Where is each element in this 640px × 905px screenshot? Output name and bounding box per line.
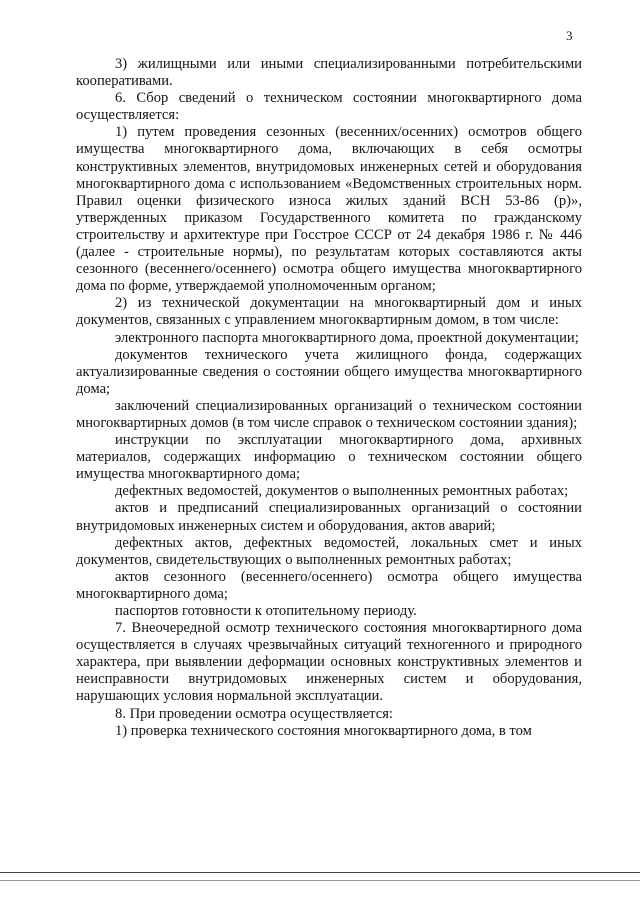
paragraph: 6. Сбор сведений о техническом состоянии многоквартирного дома осуществляется: [76,90,582,124]
paragraph: дефектных актов, дефектных ведомостей, локальных смет и иных документов, свидетельствующих о выполненных ремонтных работах; [76,534,582,568]
paragraph: инструкции по эксплуатации многоквартирного дома, архивных материалов, содержащих информацию о техническом состоянии общего имущества многоквартирного дома; [76,432,582,483]
paragraph: дефектных ведомостей, документов о выполненных ремонтных работах; [115,483,569,500]
scan-edge-line [0,872,640,873]
paragraph: актов и предписаний специализированных организаций о состоянии внутридомовых инженерных систем и оборудования, актов аварий; [76,500,582,534]
paragraph: 3) жилищными или иными специализированными потребительскими кооперативами. [76,56,582,90]
page-number: 3 [566,28,573,43]
paragraph: электронного паспорта многоквартирного дома, проектной документации; [115,329,579,346]
paragraph: документов технического учета жилищного фонда, содержащих актуализированные сведения о состоянии общего имущества многоквартирного дома; [76,346,582,397]
paragraph: 2) из технической документации на многоквартирный дом и иных документов, связанных с управлением многоквартирным домом, в том числе: [76,295,582,329]
paragraph: заключений специализированных организаций о техническом состоянии многоквартирных домов (в том числе справок о техническом состоянии здания); [76,397,582,431]
paragraph: 1) путем проведения сезонных (весенних/осенних) осмотров общего имущества многоквартирного дома, включающих в себя осмотры конструктивных элементов, внутридомовых инженерных сетей и оборудования многоквартирного дома с использованием «Ведомственных строительных норм. Правил оценки физического износа жилых зданий ВСН 53-86 (р)», утвержденных приказом Государственного комитета по гражданскому строительству и архитектуре при Госстрое СССР от 24 декабря 1986 г. № 446 (далее - строительные нормы), по результатам которых составляются акты сезонного (весеннего/осеннего) осмотра общего имущества многоквартирного дома по форме, утверждаемой уполномоченным органом; [76,124,582,295]
paragraph: паспортов готовности к отопительному периоду. [115,603,417,619]
paragraph: 1) проверка технического состояния многоквартирного дома, в том [115,722,532,739]
paragraph: актов сезонного (весеннего/осеннего) осмотра общего имущества многоквартирного дома; [76,568,582,602]
scan-edge-line [0,880,640,881]
document-body [76,56,582,740]
paragraph: 7. Внеочередной осмотр технического состояния многоквартирного дома осуществляется в случаях чрезвычайных ситуаций техногенного и природного характера, при выявлении деформации основных конструктивных элементов и неисправности внутридомовых инженерных систем и оборудования, нарушающих условия нормальной эксплуатации. [76,620,582,705]
paragraph: 8. При проведении осмотра осуществляется: [115,705,393,722]
